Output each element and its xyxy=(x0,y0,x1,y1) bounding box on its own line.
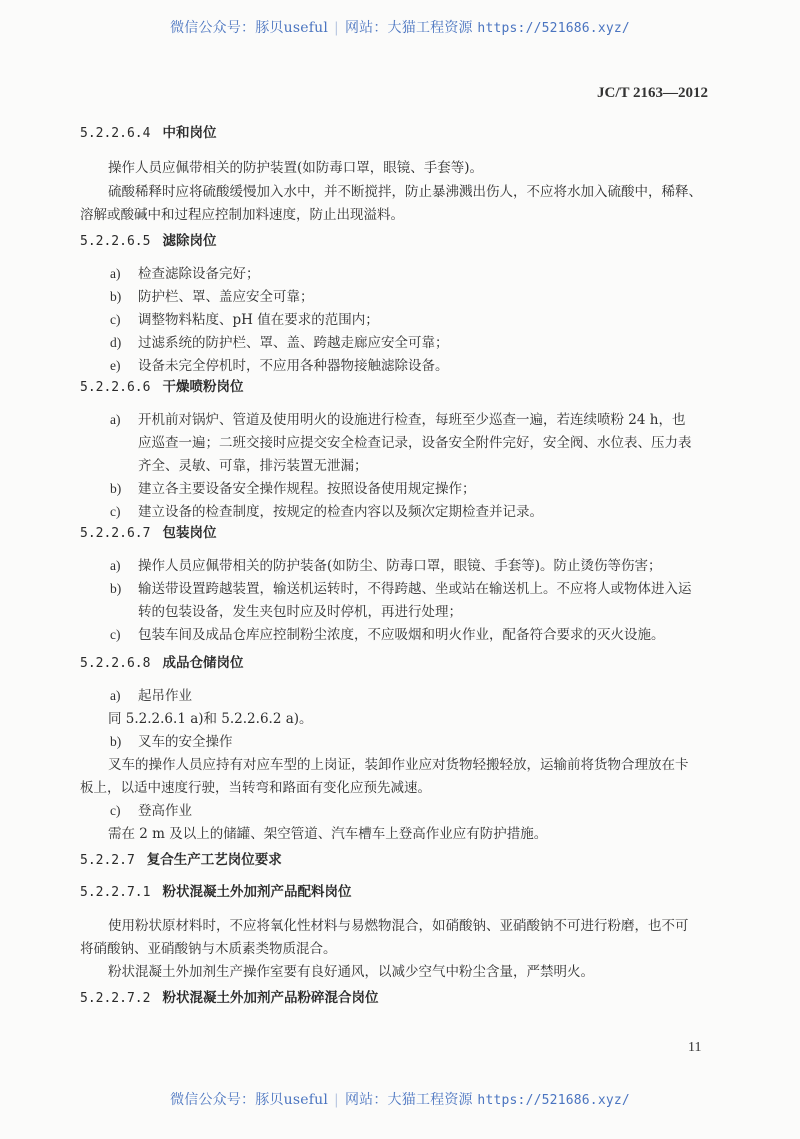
list-item xyxy=(110,262,260,282)
watermark-separator: | xyxy=(334,20,339,36)
list-marker: b) xyxy=(110,581,122,596)
list-item xyxy=(110,799,192,819)
section-title: 成品仓储岗位 xyxy=(162,655,244,671)
list-text: 起吊作业 xyxy=(138,688,192,704)
list-item xyxy=(110,331,449,351)
list-item-continuation: 齐全、灵敏、可靠，排污装置无泄漏； xyxy=(138,458,368,474)
list-text: 过滤系统的防护栏、罩、盖、跨越走廊应安全可靠； xyxy=(138,335,449,351)
section-number: 5.2.2.6.8 xyxy=(80,656,151,671)
section-number: 5.2.2.6.7 xyxy=(80,526,151,541)
list-item xyxy=(110,354,449,374)
section-title: 干燥喷粉岗位 xyxy=(162,379,244,395)
list-marker: c) xyxy=(110,627,121,642)
list-item xyxy=(110,554,662,574)
section-number: 5.2.2.7.1 xyxy=(80,885,151,900)
watermark-url[interactable]: https://521686.xyz/ xyxy=(477,21,630,36)
watermark-bottom xyxy=(0,1089,800,1109)
list-marker: a) xyxy=(110,688,121,703)
list-text: 防护栏、罩、盖应安全可靠； xyxy=(138,289,314,305)
list-text: 登高作业 xyxy=(138,803,192,819)
list-marker: e) xyxy=(110,358,121,373)
list-marker: a) xyxy=(110,412,121,427)
section-heading xyxy=(80,229,216,249)
list-marker: a) xyxy=(110,266,121,281)
watermark-wechat: 微信公众号：豚贝useful xyxy=(170,20,329,36)
section-number: 5.2.2.7 xyxy=(80,853,135,868)
list-text: 叉车的安全操作 xyxy=(138,734,233,750)
list-text: 设备未完全停机时，不应用各种器物接触滤除设备。 xyxy=(138,358,449,374)
page-number: 11 xyxy=(688,1040,702,1055)
list-marker: c) xyxy=(110,504,121,519)
list-item xyxy=(110,623,665,643)
paragraph: 使用粉状原材料时，不应将氧化性材料与易燃物混合，如硝酸钠、亚硝酸钠不可进行粉磨，也不可 xyxy=(108,918,689,934)
list-text: 操作人员应佩带相关的防护装备(如防尘、防毒口罩，眼镜、手套等)。防止烫伤等伤害； xyxy=(138,558,662,574)
list-text: 开机前对锅炉、管道及使用明火的设施进行检查，每班至少巡查一遍，若连续喷粉 24 h，也 xyxy=(138,412,686,428)
section-number: 5.2.2.6.5 xyxy=(80,234,151,249)
list-marker: a) xyxy=(110,558,121,573)
list-text: 建立设备的检查制度，按规定的检查内容以及频次定期检查并记录。 xyxy=(138,504,543,520)
list-text: 检查滤除设备完好； xyxy=(138,266,260,282)
section-heading xyxy=(80,848,282,868)
list-item xyxy=(110,500,543,520)
section-heading xyxy=(80,651,243,671)
section-number: 5.2.2.6.4 xyxy=(80,126,151,141)
list-text: 调整物料粘度、pH 值在要求的范围内； xyxy=(138,312,379,328)
list-item-continuation: 应巡查一遍；二班交接时应提交安全检查记录，设备安全附件完好，安全阀、水位表、压力表 xyxy=(138,435,692,451)
paragraph-continuation: 将硝酸钠、亚硝酸钠与木质素类物质混合。 xyxy=(80,941,337,957)
watermark-separator: | xyxy=(334,1092,339,1108)
paragraph: 叉车的操作人员应持有对应车型的上岗证，装卸作业应对货物轻搬轻放，运输前将货物合理放在卡 xyxy=(108,757,689,773)
list-marker: b) xyxy=(110,289,122,304)
list-marker: d) xyxy=(110,335,122,350)
section-number: 5.2.2.7.2 xyxy=(80,991,151,1006)
section-heading xyxy=(80,121,216,141)
section-heading xyxy=(80,880,351,900)
section-heading xyxy=(80,375,243,395)
list-item xyxy=(110,730,233,750)
list-text: 输送带设置跨越装置，输送机运转时，不得跨越、坐或站在输送机上。不应将人或物体进入运 xyxy=(138,581,692,597)
standard-code: JC/T 2163—2012 xyxy=(597,85,708,101)
paragraph: 同 5.2.2.6.1 a)和 5.2.2.6.2 a)。 xyxy=(108,711,313,727)
list-item-continuation: 转的包装设备，发生夹包时应及时停机，再进行处理； xyxy=(138,604,462,620)
list-item xyxy=(110,308,379,328)
list-item xyxy=(110,477,476,497)
section-title: 滤除岗位 xyxy=(162,233,217,249)
paragraph-continuation: 板上，以适中速度行驶，当转弯和路面有变化应预先减速。 xyxy=(80,780,431,796)
list-item xyxy=(110,285,314,305)
section-title: 粉状混凝土外加剂产品粉碎混合岗位 xyxy=(162,990,379,1006)
paragraph: 需在 2 m 及以上的储罐、架空管道、汽车槽车上登高作业应有防护措施。 xyxy=(108,826,548,842)
watermark-site: 网站：大猫工程资源 xyxy=(344,20,473,36)
paragraph: 粉状混凝土外加剂生产操作室要有良好通风，以减少空气中粉尘含量，严禁明火。 xyxy=(108,964,594,980)
list-text: 建立各主要设备安全操作规程。按照设备使用规定操作； xyxy=(138,481,476,497)
section-heading xyxy=(80,521,216,541)
watermark-site: 网站：大猫工程资源 xyxy=(344,1092,473,1108)
paragraph: 操作人员应佩带相关的防护装置(如防毒口罩，眼镜、手套等)。 xyxy=(108,160,484,176)
section-title: 中和岗位 xyxy=(162,125,217,141)
watermark-top xyxy=(0,17,800,37)
section-title: 复合生产工艺岗位要求 xyxy=(146,852,282,868)
list-marker: b) xyxy=(110,734,122,749)
section-heading xyxy=(80,986,378,1006)
section-title: 粉状混凝土外加剂产品配料岗位 xyxy=(162,884,352,900)
section-number: 5.2.2.6.6 xyxy=(80,380,151,395)
watermark-wechat: 微信公众号：豚贝useful xyxy=(170,1092,329,1108)
list-marker: c) xyxy=(110,803,121,818)
paragraph: 硫酸稀释时应将硫酸缓慢加入水中，并不断搅拌，防止暴沸溅出伤人，不应将水加入硫酸中，稀释、 xyxy=(108,184,702,200)
list-item xyxy=(110,408,685,428)
list-item xyxy=(110,577,692,597)
list-item xyxy=(110,684,192,704)
paragraph-continuation: 溶解或酸碱中和过程应控制加料速度，防止出现溢料。 xyxy=(80,207,404,223)
list-text: 包装车间及成品仓库应控制粉尘浓度，不应吸烟和明火作业，配备符合要求的灭火设施。 xyxy=(138,627,665,643)
list-marker: c) xyxy=(110,312,121,327)
section-title: 包装岗位 xyxy=(162,525,217,541)
list-marker: b) xyxy=(110,481,122,496)
watermark-url[interactable]: https://521686.xyz/ xyxy=(477,1093,630,1108)
